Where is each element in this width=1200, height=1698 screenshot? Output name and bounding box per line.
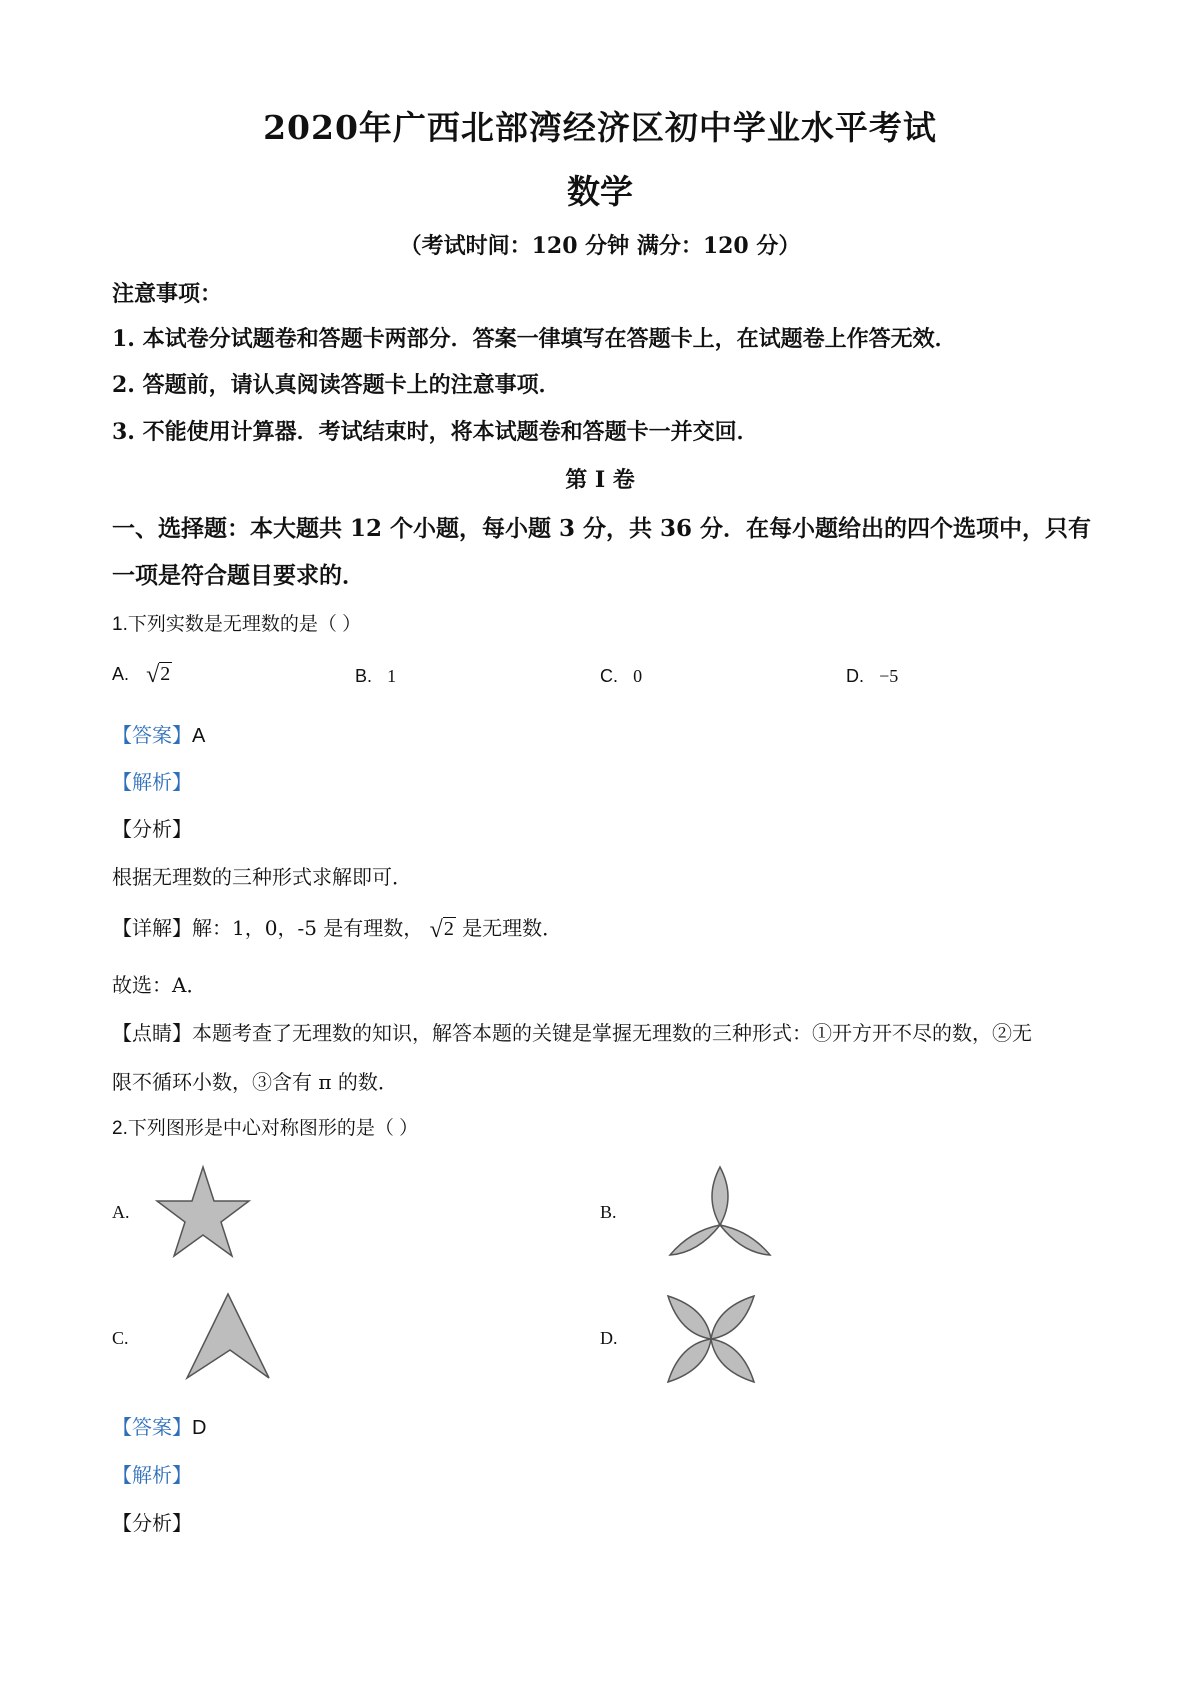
section-heading-line-1: 一、选择题：本大题共 12 个小题，每小题 3 分，共 36 分．在每小题给出的四个选项中，只有 xyxy=(112,515,1092,542)
note-item-3: 3. 不能使用计算器．考试结束时，将本试题卷和答题卡一并交回． xyxy=(112,419,759,445)
q1-detail-pre: 解：1，0，-5 是有理数， xyxy=(192,916,424,940)
q1-option-c xyxy=(600,666,642,687)
q1-option-d xyxy=(846,666,898,687)
q1-option-d-value: −5 xyxy=(879,666,899,686)
star-icon xyxy=(155,1165,251,1261)
q1-answer-value: A xyxy=(192,725,206,747)
q1-detail-post: 是无理数． xyxy=(462,916,563,940)
notes-heading: 注意事项： xyxy=(112,281,223,307)
three-petal-icon xyxy=(668,1163,772,1261)
q1-option-a xyxy=(112,662,172,689)
q1-fenxi-text: 根据无理数的三种形式求解即可． xyxy=(112,865,412,889)
q1-dianjing-line-2: 限不循环小数，③含有 π 的数． xyxy=(112,1070,398,1094)
q2-option-a-label: A. xyxy=(112,1202,130,1222)
q1-answer-tag: 【答案】 xyxy=(112,723,192,747)
question-1-stem: 1.下列实数是无理数的是（ ） xyxy=(112,614,362,635)
q1-detail xyxy=(112,912,562,944)
q2-option-d-label: D. xyxy=(600,1328,618,1348)
note-item-1: 1. 本试卷分试题卷和答题卡两部分．答案一律填写在答题卡上，在试题卷上作答无效． xyxy=(112,326,957,352)
q1-detail-sqrt-value: 2 xyxy=(443,918,454,940)
q1-fenxi-tag: 【分析】 xyxy=(112,817,192,841)
q2-fenxi-tag: 【分析】 xyxy=(112,1511,192,1535)
sqrt-icon: √2 xyxy=(429,917,454,943)
question-2-stem: 2.下列图形是中心对称图形的是（ ） xyxy=(112,1118,419,1139)
q1-option-c-value: 0 xyxy=(633,666,643,686)
q1-choose: 故选：A． xyxy=(112,973,207,997)
q1-option-b-label: B. xyxy=(355,666,373,686)
q1-option-c-label: C. xyxy=(600,666,618,686)
q1-answer xyxy=(112,719,205,748)
q2-option-b-label: B. xyxy=(600,1202,617,1222)
q1-option-b-value: 1 xyxy=(387,666,397,686)
q1-option-b xyxy=(355,666,396,687)
sqrt-icon: √2 xyxy=(146,662,171,688)
q1-option-a-label: A. xyxy=(112,664,130,684)
arrowhead-icon xyxy=(185,1292,271,1382)
q1-option-a-value: 2 xyxy=(160,663,171,685)
q1-dianjing-text-1: 本题考查了无理数的知识，解答本题的关键是掌握无理数的三种形式：①开方开不尽的数，②无 xyxy=(192,1021,1032,1045)
section-heading-line-2: 一项是符合题目要求的． xyxy=(112,562,365,589)
q1-dianjing-line-1 xyxy=(112,1017,1032,1046)
q1-detail-tag: 【详解】 xyxy=(112,916,192,940)
exam-meta: （考试时间：120 分钟 满分：120 分） xyxy=(399,233,801,259)
q2-jiexi-tag: 【解析】 xyxy=(112,1463,192,1487)
subject-title: 数学 xyxy=(567,172,633,211)
q2-answer xyxy=(112,1411,206,1440)
four-petal-icon xyxy=(666,1294,756,1384)
q2-answer-value: D xyxy=(192,1417,207,1439)
q1-jiexi-tag: 【解析】 xyxy=(112,770,192,794)
q2-answer-tag: 【答案】 xyxy=(112,1415,192,1439)
page-title: 2020年广西北部湾经济区初中学业水平考试 xyxy=(263,108,937,147)
q1-dianjing-tag: 【点睛】 xyxy=(112,1021,192,1045)
q1-option-d-label: D. xyxy=(846,666,864,686)
volume-title: 第 I 卷 xyxy=(565,467,635,493)
q2-option-c-label: C. xyxy=(112,1328,129,1348)
note-item-2: 2. 答题前，请认真阅读答题卡上的注意事项． xyxy=(112,372,561,398)
